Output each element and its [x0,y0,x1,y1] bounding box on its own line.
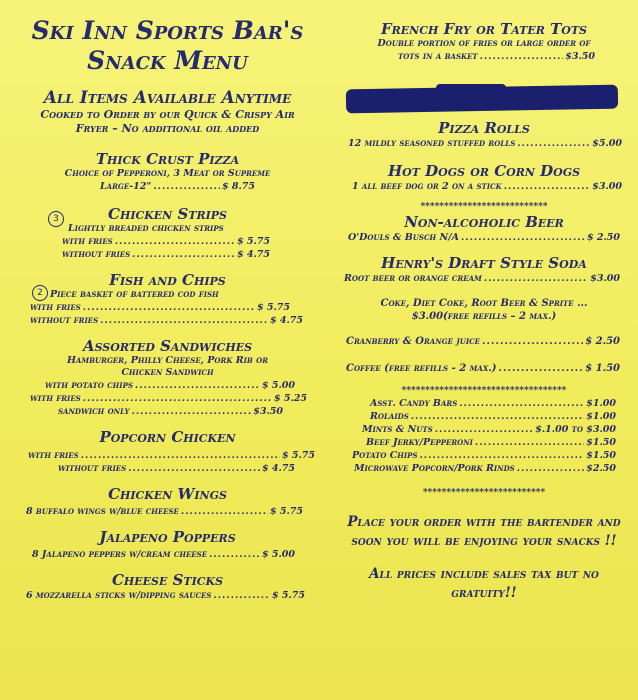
wings-row: 8 buffalo wings w/blue cheese ..... $ 5.75 [10,505,325,518]
right-column [338,0,630,603]
handwritten-count-badge: 3 [48,211,64,227]
fish-row: without fries ..... $ 4.75 [10,314,325,327]
popcorn-row: without fries ..... $ 4.75 [10,462,325,475]
popcorn-row: with fries ..... $ 5.75 [10,449,325,462]
sandwiches-heading: Assorted Sandwiches [82,337,253,355]
fries-desc: Double portion of fries or large order of [377,38,591,49]
pizza-rolls-heading: Pizza Rolls [438,119,530,137]
sandwiches-row: with potato chips ..... $ 5.00 [10,379,325,392]
soda-row: Root beer or orange cream ..... $3.00 [338,272,630,285]
beer-row: O'Douls & Busch N/A ..... $ 2.50 [338,231,630,244]
popcorn-heading: Popcorn Chicken [99,428,236,446]
chicken-strips-row: without fries ..... $ 4.75 [10,248,325,261]
coffee-row: Coffee (free refills - 2 max.) ..... $ 1.50 [338,362,630,375]
poppers-heading: Jalapeno Poppers [99,528,236,546]
pizza-size: Large-12" [100,181,152,192]
sandwiches-row: with fries ..... $ 5.25 [10,392,325,405]
pizza-desc: Choice of Pepperoni, 3 Meat or Supreme [64,168,271,179]
pizza-heading: Thick Crust Pizza [95,150,240,168]
tax-note: All prices include sales tax but no gratuity!! [369,566,599,601]
cheese-sticks-heading: Cheese Sticks [111,571,224,589]
order-note: Place your order with the bartender and soon you will be enjoying your snacks !! [347,514,621,549]
beer-heading: Non-alcoholic Beer [404,213,564,231]
chicken-strips-row: with fries ..... $ 5.75 [10,235,325,248]
chicken-strips-desc: Lightly breaded chicken strips [68,223,224,234]
snack-row: Rolaids ..... $1.00 [362,410,616,423]
pizza-price: $ 8.75 [221,181,255,192]
divider-stars: ************************** [422,488,546,498]
coke-line1: Coke, Diet Coke, Root Beer & Sprite ... [380,298,588,309]
cooked-note: Cooked to Order by our Quick & Crispy Air Fryer – No additional oil added [40,108,295,135]
snack-list [338,397,630,475]
snack-row: Beef Jerky/Pepperoni ..... $1.50 [362,436,616,449]
fish-desc: Piece basket of battered cod fish [50,289,219,300]
left-column [10,0,325,602]
coke-line2: $3.00(free refills – 2 max.) [411,311,557,322]
pizza-price-row [10,180,325,193]
wings-heading: Chicken Wings [108,485,227,503]
divider-stars: *************************** [420,202,548,212]
sandwiches-row: sandwich only ..... $3.50 [10,405,325,418]
snack-row: Microwave Popcorn/Pork Rinds ..... $2.50 [354,462,616,475]
chicken-strips-heading: Chicken Strips [108,205,227,223]
handwritten-count-badge: 2 [32,285,48,301]
poppers-row: 8 Jalapeno peppers w/cream cheese ..... $ 5.00 [10,548,325,561]
fish-heading: Fish and Chips [109,271,226,289]
cheese-sticks-row: 6 mozzarella sticks w/dipping sauces ..... $ 5.75 [10,589,325,602]
fries-row: tots in a basket ..... $3.50 [338,50,630,63]
fish-row: with fries ..... $ 5.75 [10,301,325,314]
hot-dogs-heading: Hot Dogs or Corn Dogs [387,162,581,180]
snack-row: Mints & Nuts ..... $.1.00 to $3.00 [362,423,616,436]
snack-row: Potato Chips ..... $1.50 [352,449,616,462]
divider-stars: *********************************** [401,386,567,396]
menu-title-line1: Ski Inn Sports Bar's [31,16,304,45]
sandwiches-desc: Hamburger, Philly Cheese, Pork Rib or Chicken Sandwich [66,355,269,378]
menu-title-line2: Snack Menu [87,46,248,75]
fries-heading: French Fry or Tater Tots [381,20,587,38]
soda-heading: Henry's Draft Style Soda [381,254,587,272]
snack-row: Asst. Candy Bars ..... $1.00 [362,397,616,410]
hot-dogs-row: 1 all beef dog or 2 on a stick ..... $3.00 [338,180,630,193]
availability-heading: All Items Available Anytime [43,88,292,108]
juice-row: Cranberry & Orange juice ..... $ 2.50 [338,335,630,348]
pizza-rolls-row: 12 mildly seasoned stuffed rolls ..... $5.00 [338,137,630,150]
